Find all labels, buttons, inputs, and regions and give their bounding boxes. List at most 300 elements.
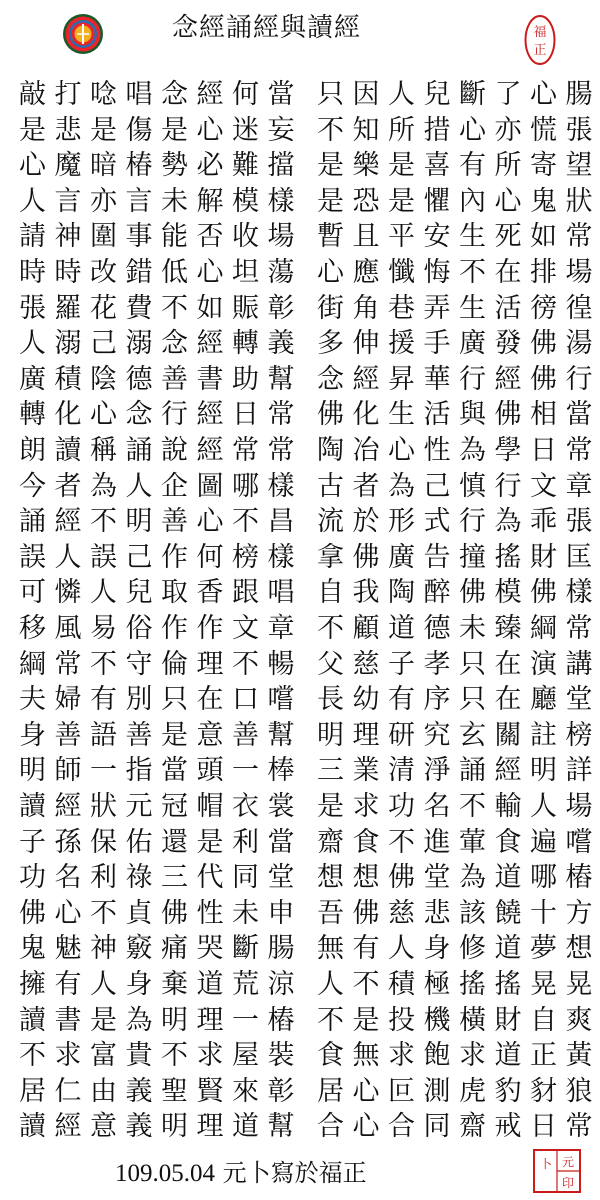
- verse-character: 轉: [19, 399, 46, 431]
- verse-character: 書: [54, 1004, 82, 1036]
- verse-character: 言: [54, 185, 82, 217]
- verse-character: 齋: [459, 1111, 486, 1143]
- verse-character: 三: [317, 755, 344, 787]
- verse-character: 不: [90, 897, 117, 929]
- verse-character: 常: [54, 648, 82, 680]
- verse-character: 書: [196, 363, 224, 395]
- verse-character: 知: [352, 114, 380, 146]
- verse-character: 人: [125, 470, 153, 502]
- verse-character: 慈: [388, 897, 415, 929]
- verse-character: 當: [267, 826, 295, 858]
- verse-character: 伸: [352, 328, 380, 360]
- verse-character: 性: [423, 435, 451, 466]
- verse-character: 是: [90, 114, 117, 146]
- verse-character: 當: [161, 755, 188, 787]
- verse-character: 誤: [19, 541, 46, 573]
- right-verse-line: [0, 610, 600, 647]
- verse-character: 式: [423, 506, 451, 538]
- verse-character: 無: [352, 1040, 380, 1072]
- verse-character: 求: [352, 791, 380, 822]
- verse-character: 哪: [530, 862, 557, 894]
- verse-character: 常: [267, 399, 295, 431]
- verse-character: 豹: [494, 1075, 522, 1107]
- verse-character: 心: [196, 257, 224, 288]
- verse-character: 堂: [267, 862, 295, 894]
- right-verse-line: [0, 218, 600, 255]
- verse-character: 哪: [232, 470, 259, 502]
- verse-character: 廣: [388, 541, 415, 573]
- verse-character: 齋: [317, 826, 344, 858]
- verse-character: 心: [196, 114, 224, 146]
- verse-character: 乖: [530, 506, 557, 538]
- verse-character: 意: [90, 1111, 117, 1143]
- verse-character: 讀: [19, 1004, 46, 1036]
- verse-character: 理: [196, 1004, 224, 1036]
- verse-character: 棄: [161, 969, 188, 1000]
- verse-character: 方: [565, 897, 593, 929]
- verse-character: 當: [565, 399, 593, 431]
- verse-character: 為: [494, 506, 522, 538]
- verse-character: 正: [530, 1040, 557, 1072]
- right-verse-line: [0, 930, 600, 967]
- verse-character: 場: [267, 221, 295, 253]
- verse-character: 葷: [459, 826, 486, 858]
- verse-character: 申: [267, 897, 295, 929]
- verse-character: 荒: [232, 969, 259, 1000]
- verse-character: 湯: [565, 328, 593, 360]
- verse-character: 積: [54, 363, 82, 395]
- right-verse-line: [0, 1108, 600, 1145]
- verse-character: 經: [494, 755, 522, 787]
- verse-character: 來: [232, 1075, 259, 1107]
- verse-character: 遍: [530, 826, 557, 858]
- verse-character: 語: [90, 719, 117, 751]
- verse-character: 腸: [267, 933, 295, 965]
- verse-character: 發: [494, 328, 522, 360]
- right-verse-line: [0, 290, 600, 327]
- verse-character: 在: [494, 257, 522, 288]
- verse-character: 裳: [267, 791, 295, 822]
- verse-character: 求: [459, 1040, 486, 1072]
- verse-character: 善: [125, 719, 153, 751]
- verse-character: 衣: [232, 791, 259, 822]
- verse-character: 指: [125, 755, 153, 787]
- verse-character: 仁: [54, 1075, 82, 1107]
- verse-character: 財: [494, 1004, 522, 1036]
- verse-character: 懼: [423, 185, 451, 217]
- verse-character: 移: [19, 613, 46, 644]
- verse-character: 轉: [232, 328, 259, 360]
- verse-character: 樣: [565, 577, 593, 609]
- verse-character: 不: [317, 613, 344, 644]
- verse-character: 椿: [125, 150, 153, 182]
- verse-character: 所: [388, 114, 415, 146]
- verse-character: 守: [125, 648, 153, 680]
- verse-character: 搖: [494, 969, 522, 1000]
- verse-character: 魅: [54, 933, 82, 965]
- verse-character: 明: [530, 755, 557, 787]
- verse-character: 身: [423, 933, 451, 965]
- verse-character: 常: [267, 435, 295, 466]
- verse-character: 食: [494, 826, 522, 858]
- verse-character: 佛: [530, 328, 557, 360]
- verse-character: 常: [565, 221, 593, 253]
- verse-character: 寄: [530, 150, 557, 182]
- verse-character: 妄: [267, 114, 295, 146]
- verse-character: 祿: [125, 862, 153, 894]
- verse-character: 理: [352, 719, 380, 751]
- verse-character: 陶: [317, 435, 344, 466]
- verse-character: 佛: [352, 897, 380, 929]
- verse-character: 行: [161, 399, 188, 431]
- verse-character: 顧: [352, 613, 380, 644]
- verse-character: 張: [565, 506, 593, 538]
- verse-character: 聖: [161, 1075, 188, 1107]
- verse-character: 裝: [267, 1040, 295, 1072]
- verse-character: 能: [161, 221, 188, 253]
- right-verse-line: [0, 752, 600, 789]
- verse-character: 斷: [232, 933, 259, 965]
- verse-character: 人: [54, 541, 82, 573]
- verse-character: 機: [423, 1004, 451, 1036]
- verse-character: 費: [125, 292, 153, 324]
- verse-character: 化: [352, 399, 380, 431]
- verse-character: 搖: [494, 541, 522, 573]
- verse-character: 了: [494, 79, 522, 110]
- verse-character: 慎: [459, 470, 486, 502]
- verse-character: 貞: [125, 897, 153, 929]
- right-verse-line: [0, 432, 600, 469]
- verse-character: 善: [161, 506, 188, 538]
- right-verse-line: [0, 574, 600, 611]
- verse-character: 只: [459, 684, 486, 716]
- verse-character: 佛: [161, 897, 188, 929]
- verse-character: 喜: [423, 150, 451, 182]
- verse-character: 頭: [196, 755, 224, 787]
- verse-character: 腸: [565, 79, 593, 110]
- verse-character: 廣: [459, 328, 486, 360]
- verse-character: 綱: [19, 648, 46, 680]
- verse-character: 亦: [90, 185, 117, 217]
- verse-character: 形: [388, 506, 415, 538]
- right-verse-line: [0, 254, 600, 291]
- verse-character: 作: [161, 541, 188, 573]
- verse-character: 解: [196, 185, 224, 217]
- verse-character: 難: [232, 150, 259, 182]
- verse-character: 玄: [459, 719, 486, 751]
- verse-character: 婦: [54, 684, 82, 716]
- verse-character: 有: [352, 933, 380, 965]
- verse-character: 相: [530, 399, 557, 431]
- verse-character: 斷: [459, 79, 486, 110]
- verse-character: 理: [196, 1111, 224, 1143]
- verse-character: 佛: [530, 363, 557, 395]
- verse-character: 明: [19, 755, 46, 787]
- verse-character: 請: [19, 221, 46, 253]
- verse-character: 痛: [161, 933, 188, 965]
- verse-character: 常: [232, 435, 259, 466]
- verse-character: 積: [388, 969, 415, 1000]
- verse-character: 事: [125, 221, 153, 253]
- verse-character: 貴: [125, 1040, 153, 1072]
- verse-character: 拿: [317, 541, 344, 573]
- verse-character: 道: [232, 1111, 259, 1143]
- verse-character: 財: [530, 541, 557, 573]
- verse-character: 嚐: [565, 826, 593, 858]
- verse-character: 佛: [352, 541, 380, 573]
- verse-character: 慌: [530, 114, 557, 146]
- verse-character: 孝: [423, 648, 451, 680]
- verse-character: 助: [232, 363, 259, 395]
- verse-character: 無: [317, 933, 344, 965]
- verse-character: 黃: [565, 1040, 593, 1072]
- verse-character: 唸: [90, 79, 117, 110]
- verse-character: 哭: [196, 933, 224, 965]
- verse-character: 明: [317, 719, 344, 751]
- verse-character: 勢: [161, 150, 188, 182]
- verse-character: 吾: [317, 897, 344, 929]
- verse-character: 道: [494, 933, 522, 965]
- verse-character: 樣: [267, 541, 295, 573]
- svg-text:卜: 卜: [539, 1157, 553, 1171]
- verse-character: 傷: [125, 114, 153, 146]
- verse-character: 冠: [161, 791, 188, 822]
- verse-character: 德: [125, 363, 153, 395]
- verse-character: 章: [267, 613, 295, 644]
- verse-character: 佛: [388, 862, 415, 894]
- verse-character: 心: [352, 1075, 380, 1107]
- verse-character: 援: [388, 328, 415, 360]
- verse-character: 兒: [423, 79, 451, 110]
- verse-character: 性: [196, 897, 224, 929]
- verse-character: 魔: [54, 150, 82, 182]
- verse-character: 活: [494, 292, 522, 324]
- verse-character: 晃: [565, 969, 593, 1000]
- verse-character: 合: [317, 1111, 344, 1143]
- verse-character: 求: [196, 1040, 224, 1072]
- verse-character: 理: [196, 648, 224, 680]
- verse-character: 打: [54, 79, 82, 110]
- verse-character: 應: [352, 257, 380, 288]
- verse-character: 迷: [232, 114, 259, 146]
- right-verse-line: [0, 966, 600, 1003]
- verse-character: 日: [530, 435, 557, 466]
- verse-character: 弄: [423, 292, 451, 324]
- verse-character: 為: [388, 470, 415, 502]
- verse-character: 功: [388, 791, 415, 822]
- verse-character: 張: [565, 114, 593, 146]
- verse-character: 溺: [125, 328, 153, 360]
- verse-character: 念: [161, 328, 188, 360]
- verse-character: 生: [459, 221, 486, 253]
- verse-character: 狀: [90, 791, 117, 822]
- right-verse-line: [0, 112, 600, 149]
- verse-character: 善: [232, 719, 259, 751]
- verse-character: 想: [565, 933, 593, 965]
- verse-character: 德: [423, 613, 451, 644]
- verse-character: 佛: [19, 897, 46, 929]
- verse-character: 否: [196, 221, 224, 253]
- verse-character: 心: [317, 257, 344, 288]
- verse-character: 保: [90, 826, 117, 858]
- verse-character: 在: [494, 684, 522, 716]
- verse-character: 序: [423, 684, 451, 716]
- verse-character: 經: [196, 79, 224, 110]
- verse-character: 同: [423, 1111, 451, 1143]
- verse-character: 多: [317, 328, 344, 360]
- verse-character: 念: [161, 79, 188, 110]
- verse-character: 常: [565, 1111, 593, 1143]
- verse-character: 何: [232, 79, 259, 110]
- verse-character: 代: [196, 862, 224, 894]
- verse-character: 幼: [352, 684, 380, 716]
- verse-character: 手: [423, 328, 451, 360]
- verse-character: 心: [196, 506, 224, 538]
- verse-character: 屋: [232, 1040, 259, 1072]
- right-verse-line: [0, 859, 600, 896]
- verse-character: 蕩: [267, 257, 295, 288]
- verse-character: 企: [161, 470, 188, 502]
- verse-character: 香: [196, 577, 224, 609]
- verse-character: 別: [125, 684, 153, 716]
- verse-character: 豺: [530, 1075, 557, 1107]
- verse-character: 投: [388, 1004, 415, 1036]
- verse-character: 自: [530, 1004, 557, 1036]
- verse-character: 改: [90, 257, 117, 288]
- verse-character: 場: [565, 791, 593, 822]
- right-verse-line: [0, 361, 600, 398]
- verse-character: 子: [19, 826, 46, 858]
- verse-character: 心: [54, 897, 82, 929]
- verse-character: 心: [388, 435, 415, 466]
- verse-character: 擋: [267, 150, 295, 182]
- verse-character: 佛: [317, 399, 344, 431]
- verse-character: 言: [125, 185, 153, 217]
- verse-character: 經: [54, 506, 82, 538]
- verse-character: 修: [459, 933, 486, 965]
- verse-character: 我: [352, 577, 380, 609]
- right-verse-line: [0, 681, 600, 718]
- verse-character: 該: [459, 897, 486, 929]
- verse-character: 口: [232, 684, 259, 716]
- verse-character: 究: [423, 719, 451, 751]
- verse-character: 求: [388, 1040, 415, 1072]
- verse-character: 想: [352, 862, 380, 894]
- verse-character: 為: [90, 470, 117, 502]
- verse-character: 唱: [125, 79, 153, 110]
- verse-character: 堂: [423, 862, 451, 894]
- verse-character: 者: [54, 470, 82, 502]
- verse-character: 圖: [196, 470, 224, 502]
- verse-character: 張: [19, 292, 46, 324]
- verse-character: 彰: [267, 292, 295, 324]
- verse-character: 必: [196, 150, 224, 182]
- verse-character: 如: [530, 221, 557, 253]
- verse-character: 暢: [267, 648, 295, 680]
- right-verse-line: [0, 503, 600, 540]
- verse-character: 說: [161, 435, 188, 466]
- verse-character: 夫: [19, 684, 46, 716]
- verse-character: 神: [90, 933, 117, 965]
- verse-character: 有: [90, 684, 117, 716]
- verse-character: 戒: [494, 1111, 522, 1143]
- right-verse-line: [0, 325, 600, 362]
- verse-character: 醉: [423, 577, 451, 609]
- verse-character: 悔: [423, 257, 451, 288]
- verse-character: 己: [423, 470, 451, 502]
- verse-character: 跟: [232, 577, 259, 609]
- verse-character: 道: [196, 969, 224, 1000]
- verse-character: 經: [54, 791, 82, 822]
- verse-character: 撞: [459, 541, 486, 573]
- verse-character: 敲: [19, 79, 46, 110]
- verse-character: 常: [565, 435, 593, 466]
- verse-character: 唱: [267, 577, 295, 609]
- verse-character: 經: [196, 435, 224, 466]
- verse-character: 求: [54, 1040, 82, 1072]
- verse-character: 日: [530, 1111, 557, 1143]
- verse-character: 心: [530, 79, 557, 110]
- verse-character: 只: [317, 79, 344, 110]
- verse-character: 彰: [267, 1075, 295, 1107]
- verse-character: 意: [196, 719, 224, 751]
- right-verse-line: [0, 539, 600, 576]
- verse-character: 佑: [125, 826, 153, 858]
- verse-character: 經: [54, 1111, 82, 1143]
- verse-character: 孫: [54, 826, 82, 858]
- verse-character: 人: [388, 933, 415, 965]
- verse-character: 模: [494, 577, 522, 609]
- verse-character: 昌: [267, 506, 295, 538]
- verse-character: 只: [161, 684, 188, 716]
- verse-character: 還: [161, 826, 188, 858]
- verse-character: 人: [19, 185, 46, 217]
- verse-character: 不: [161, 292, 188, 324]
- verse-character: 平: [388, 221, 415, 253]
- verse-character: 作: [161, 613, 188, 644]
- verse-character: 陶: [388, 577, 415, 609]
- verse-character: 心: [90, 399, 117, 431]
- verse-character: 活: [423, 399, 451, 431]
- verse-character: 有: [54, 969, 82, 1000]
- verse-character: 恐: [352, 185, 380, 217]
- verse-character: 模: [232, 185, 259, 217]
- verse-character: 經: [196, 399, 224, 431]
- verse-character: 章: [565, 470, 593, 502]
- verse-character: 不: [90, 648, 117, 680]
- verse-character: 望: [565, 150, 593, 182]
- logo-emblem-icon: [62, 13, 104, 55]
- verse-character: 是: [388, 150, 415, 182]
- verse-character: 搖: [459, 969, 486, 1000]
- verse-character: 時: [19, 257, 46, 288]
- verse-character: 念: [317, 363, 344, 395]
- verse-character: 講: [565, 648, 593, 680]
- verse-character: 所: [494, 150, 522, 182]
- right-verse-line: [0, 717, 600, 754]
- verse-character: 內: [459, 185, 486, 217]
- verse-character: 人: [19, 328, 46, 360]
- verse-character: 心: [459, 114, 486, 146]
- verse-character: 坦: [232, 257, 259, 288]
- verse-character: 廳: [530, 684, 557, 716]
- verse-character: 明: [161, 1111, 188, 1143]
- verse-character: 人: [90, 577, 117, 609]
- verse-character: 風: [54, 613, 82, 644]
- verse-character: 食: [352, 826, 380, 858]
- verse-character: 當: [267, 79, 295, 110]
- verse-character: 悲: [423, 897, 451, 929]
